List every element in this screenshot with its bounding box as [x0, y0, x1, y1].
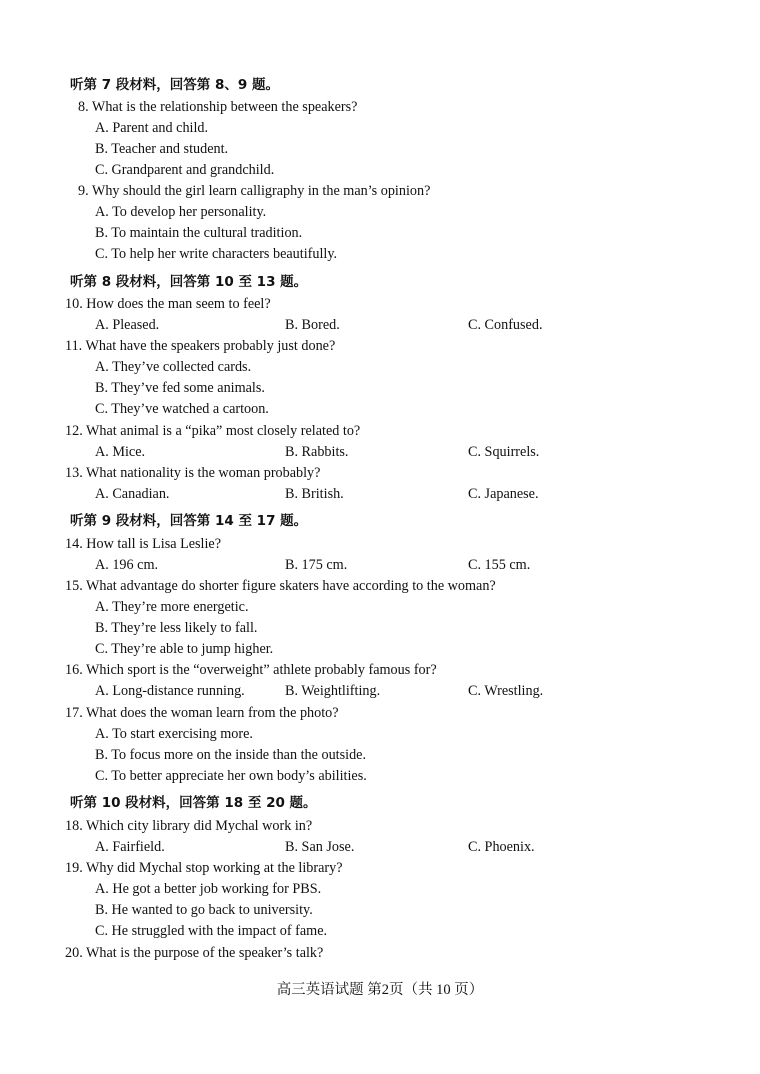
question-stem: 15. What advantage do shorter figure skaters have according to the woman?	[65, 578, 496, 594]
page-footer: 高三英语试题 第2页（共 10 页）	[276, 982, 484, 998]
option-a: A. Fairfield.	[95, 839, 165, 855]
option-a: A. Canadian.	[95, 486, 170, 502]
question-stem: 9. Why should the girl learn calligraphy in the man’s opinion?	[78, 183, 431, 199]
question-stem: 8. What is the relationship between the speakers?	[78, 99, 358, 115]
option-c: C. To help her write characters beautifully.	[95, 246, 338, 262]
option-a: A. Pleased.	[95, 317, 160, 333]
question-stem: 11. What have the speakers probably just done?	[65, 338, 336, 354]
option-c: C. Confused.	[468, 317, 543, 333]
option-c: C. Grandparent and grandchild.	[95, 162, 275, 178]
option-c: C. He struggled with the impact of fame.	[95, 923, 328, 939]
option-b: B. British.	[285, 486, 344, 502]
option-c: C. They’re able to jump higher.	[95, 641, 274, 657]
section-heading: 听第 10 段材料，回答第 18 至 20 题。	[70, 795, 317, 811]
option-a: A. 196 cm.	[95, 557, 159, 573]
question-stem: 17. What does the woman learn from the photo?	[65, 705, 339, 721]
question-stem: 13. What nationality is the woman probably?	[65, 465, 321, 481]
option-b: B. They’re less likely to fall.	[95, 620, 258, 636]
question-stem: 20. What is the purpose of the speaker’s talk?	[65, 945, 324, 961]
option-b: B. Rabbits.	[285, 444, 349, 460]
question-stem: 18. Which city library did Mychal work in?	[65, 818, 313, 834]
question-stem: 14. How tall is Lisa Leslie?	[65, 536, 222, 552]
option-b: B. Weightlifting.	[285, 683, 381, 699]
option-a: A. Parent and child.	[95, 120, 209, 136]
option-b: B. To maintain the cultural tradition.	[95, 225, 303, 241]
option-c: C. 155 cm.	[468, 557, 531, 573]
option-a: A. Mice.	[95, 444, 146, 460]
option-c: C. They’ve watched a cartoon.	[95, 401, 269, 417]
section-heading: 听第 7 段材料，回答第 8、9 题。	[70, 77, 279, 93]
option-a: A. To start exercising more.	[95, 726, 253, 742]
question-stem: 16. Which sport is the “overweight” athlete probably famous for?	[65, 662, 437, 678]
option-b: B. Teacher and student.	[95, 141, 229, 157]
option-b: B. He wanted to go back to university.	[95, 902, 313, 918]
question-stem: 12. What animal is a “pika” most closely related to?	[65, 423, 361, 439]
option-c: C. To better appreciate her own body’s abilities.	[95, 768, 367, 784]
option-b: B. To focus more on the inside than the outside.	[95, 747, 367, 763]
option-c: C. Japanese.	[468, 486, 539, 502]
option-b: B. Bored.	[285, 317, 340, 333]
option-c: C. Squirrels.	[468, 444, 540, 460]
question-stem: 19. Why did Mychal stop working at the library?	[65, 860, 343, 876]
option-b: B. They’ve fed some animals.	[95, 380, 265, 396]
option-c: C. Wrestling.	[468, 683, 544, 699]
option-a: A. He got a better job working for PBS.	[95, 881, 322, 897]
option-a: A. They’ve collected cards.	[95, 359, 252, 375]
section-heading: 听第 9 段材料，回答第 14 至 17 题。	[70, 513, 308, 529]
question-stem: 10. How does the man seem to feel?	[65, 296, 271, 312]
option-b: B. San Jose.	[285, 839, 355, 855]
option-a: A. They’re more energetic.	[95, 599, 249, 615]
option-a: A. Long-distance running.	[95, 683, 245, 699]
option-a: A. To develop her personality.	[95, 204, 267, 220]
option-b: B. 175 cm.	[285, 557, 348, 573]
section-heading: 听第 8 段材料，回答第 10 至 13 题。	[70, 274, 308, 290]
option-c: C. Phoenix.	[468, 839, 535, 855]
